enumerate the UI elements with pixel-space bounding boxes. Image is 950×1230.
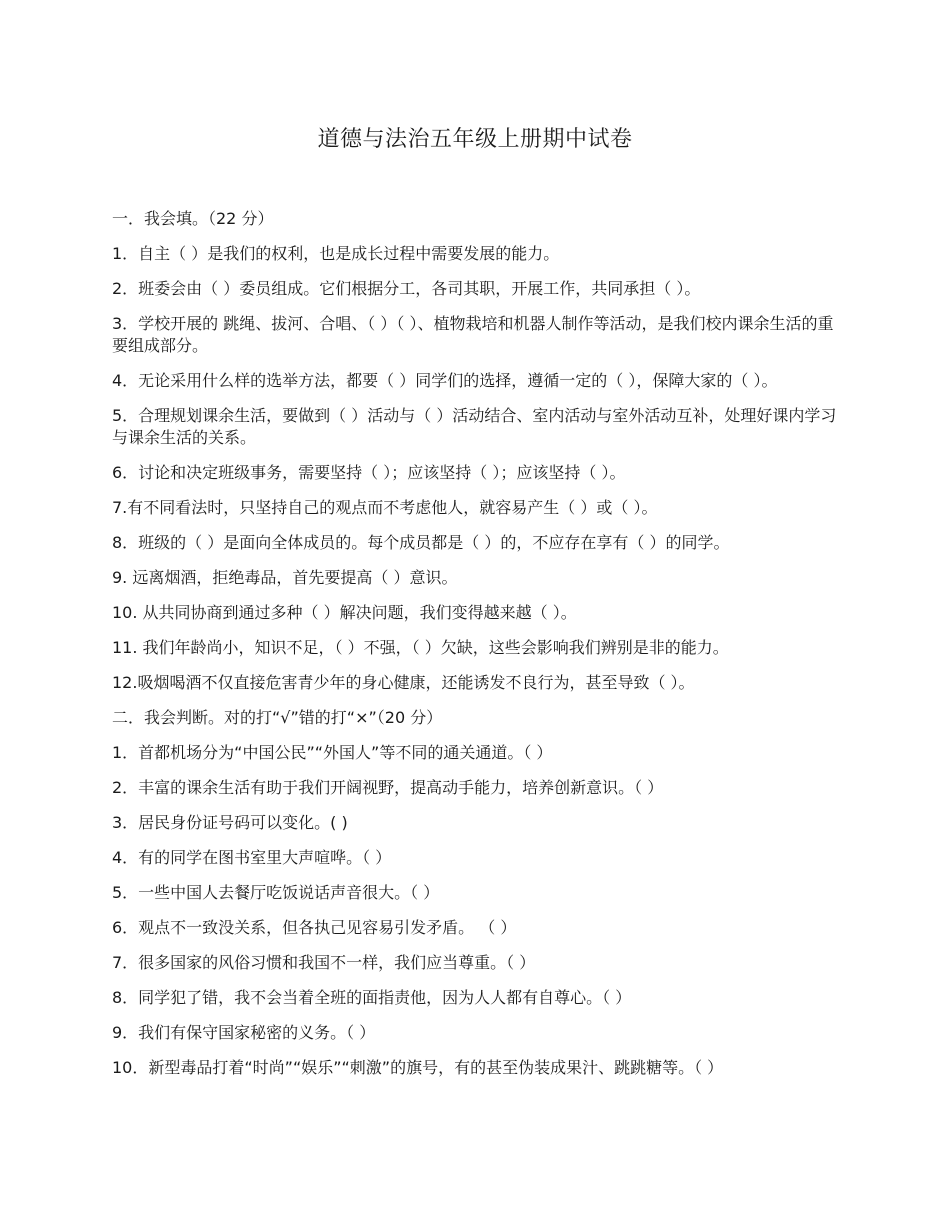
exam-body [112, 208, 844, 1079]
fill-in-item: 2．班委会由（ ）委员组成。它们根据分工，各司其职，开展工作，共同承担（ ）。 [112, 279, 701, 298]
true-false-item: 8．同学犯了错，我不会当着全班的面指责他，因为人人都有自尊心。（ ） [112, 988, 632, 1007]
fill-in-item: 1．自主（ ）是我们的权利，也是成长过程中需要发展的能力。 [112, 244, 560, 263]
true-false-item: 6．观点不一致没关系，但各执己见容易引发矛盾。 （ ） [112, 918, 517, 937]
page-title: 道德与法治五年级上册期中试卷 [317, 127, 633, 152]
fill-in-item: 8．班级的（ ）是面向全体成员的。每个成员都是（ ）的，不应存在享有（ ）的同学。 [112, 533, 730, 552]
true-false-item: 9．我们有保守国家秘密的义务。（ ） [112, 1023, 376, 1042]
fill-in-item: 11. 我们年龄尚小，知识不足，（ ）不强，（ ）欠缺，这些会影响我们辨别是非的能力。 [112, 638, 729, 657]
fill-in-item: 5．合理规划课余生活，要做到（ ）活动与（ ）活动结合、室内活动与室外活动互补，处理好课内学习与课余生活的关系。 [112, 406, 837, 447]
fill-in-item: 9. 远离烟酒，拒绝毒品，首先要提高（ ）意识。 [112, 568, 458, 587]
fill-in-item: 6．讨论和决定班级事务，需要坚持（ ）；应该坚持（ ）；应该坚持（ ）。 [112, 463, 626, 482]
section-heading-fill-in: 一．我会填。（22 分） [112, 209, 274, 228]
true-false-item: 5．一些中国人去餐厅吃饭说话声音很大。（ ） [112, 883, 440, 902]
fill-in-item: 3．学校开展的 跳绳、拔河、合唱、（ ）（ ）、植物栽培和机器人制作等活动，是我们校内课余生活的重要组成部分。 [112, 314, 834, 355]
fill-in-item: 7.有不同看法时，只坚持自己的观点而不考虑他人，就容易产生（ ）或（ ）。 [112, 498, 658, 517]
fill-in-item: 4．无论采用什么样的选举方法，都要（ ）同学们的选择，遵循一定的（ ），保障大家的（ ）。 [112, 371, 778, 390]
true-false-item: 1．首都机场分为“中国公民”“外国人”等不同的通关通道。（ ） [112, 743, 553, 762]
true-false-item: 7．很多国家的风俗习惯和我国不一样，我们应当尊重。（ ） [112, 953, 536, 972]
fill-in-item: 12.吸烟喝酒不仅直接危害青少年的身心健康，还能诱发不良行为，甚至导致（ ）。 [112, 673, 695, 692]
true-false-item: 10．新型毒品打着“时尚”“娱乐”“刺激”的旗号，有的甚至伪装成果汁、跳跳糖等。（ ） [112, 1058, 724, 1077]
true-false-item: 4．有的同学在图书室里大声喧哗。（ ） [112, 848, 392, 867]
fill-in-item: 10. 从共同协商到通过多种（ ）解决问题，我们变得越来越（ ）。 [112, 603, 577, 622]
true-false-item: 2．丰富的课余生活有助于我们开阔视野，提高动手能力，培养创新意识。（ ） [112, 778, 664, 797]
section-heading-true-false: 二．我会判断。对的打“√”错的打“×”（20 分） [112, 708, 443, 727]
true-false-item: 3．居民身份证号码可以变化。( ) [112, 813, 348, 832]
